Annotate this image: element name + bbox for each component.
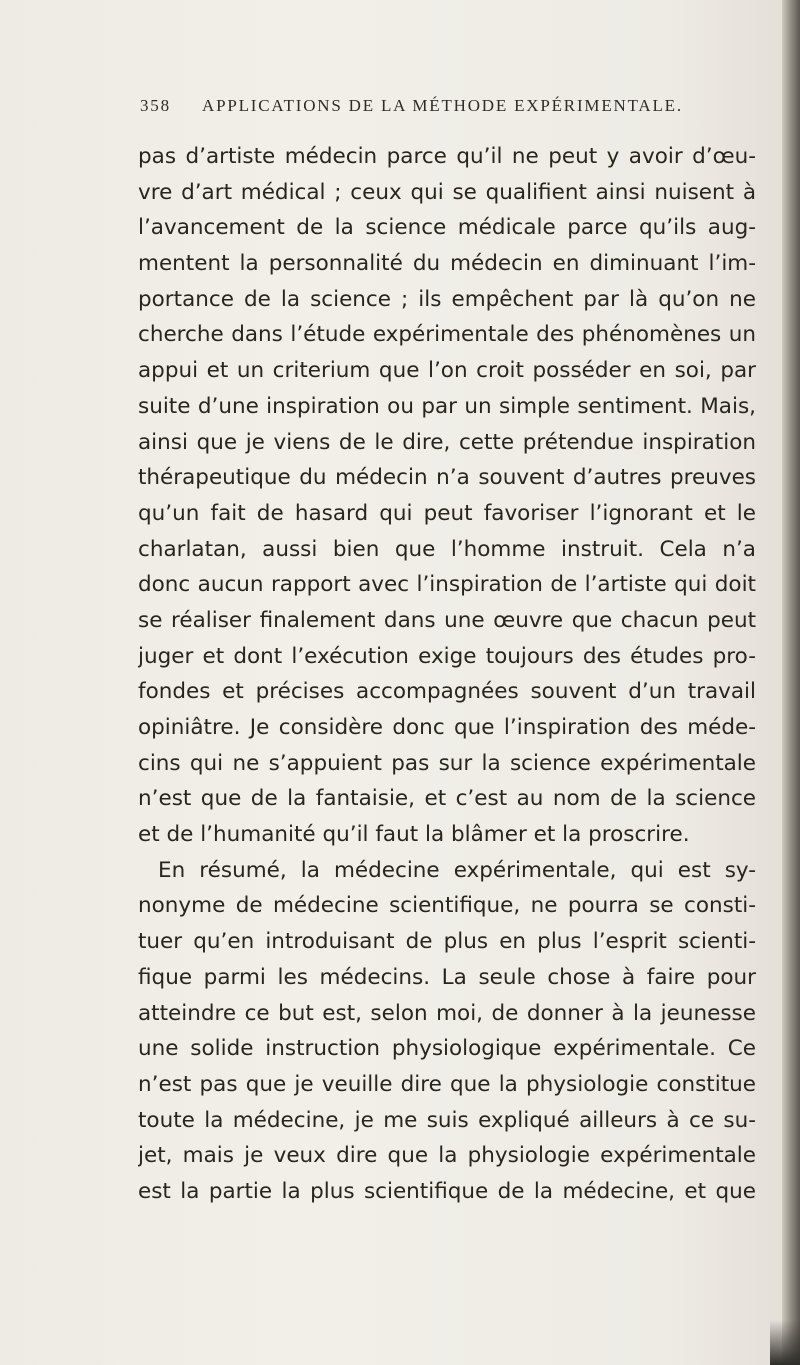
paragraph-start-line: En résumé, la médecine expérimentale, qui est sy- [158, 857, 756, 883]
text-line: donc aucun rapport avec l’inspiration de l’artiste qui doit [138, 572, 756, 598]
text-line: est la partie la plus scientifique de la médecine, et que [138, 1178, 756, 1204]
page-number: 358 [140, 96, 171, 115]
text-line: fondes et précises accompagnées souvent d’un travail [138, 679, 756, 705]
text-line: opiniâtre. Je considère donc que l’inspiration des méde- [138, 715, 756, 740]
paragraph-end-line: et de l’humanité qu’il faut la blâmer et la proscrire. [138, 822, 690, 848]
text-line: jet, mais je veux dire que la physiologie expérimentale [138, 1143, 756, 1169]
text-line: n’est pas que je veuille dire que la physiologie constitue [138, 1071, 756, 1097]
text-line: juger et dont l’exécution exige toujours des études pro- [138, 643, 756, 669]
text-line: n’est que de la fantaisie, et c’est au nom de la science [138, 786, 756, 812]
text-line: mentent la personnalité du médecin en diminuant l’im- [138, 251, 756, 277]
text-line: cins qui ne s’appuient pas sur la science expérimentale [138, 750, 756, 776]
running-title: APPLICATIONS DE LA MÉTHODE EXPÉRIMENTALE. [202, 96, 683, 115]
text-line: ainsi que je viens de le dire, cette prétendue inspiration [138, 429, 756, 455]
text-line: qu’un fait de hasard qui peut favoriser l’ignorant et le [138, 500, 756, 526]
text-line: vre d’art médical ; ceux qui se qualifient ainsi nuisent à [138, 179, 756, 205]
text-line: atteindre ce but est, selon moi, de donner à la jeunesse [138, 1000, 756, 1026]
text-line: une solide instruction physiologique expérimentale. Ce [138, 1036, 756, 1062]
page-edge-shadow [782, 0, 800, 1365]
text-line: toute la médecine, je me suis expliqué ailleurs à ce su- [138, 1107, 756, 1133]
page-edge-corner [770, 1320, 800, 1365]
text-line: l’avancement de la science médicale parce qu’ils aug- [138, 215, 756, 241]
text-line: suite d’une inspiration ou par un simple sentiment. Mais, [138, 393, 756, 419]
text-line: tuer qu’en introduisant de plus en plus l’esprit scienti- [138, 929, 756, 955]
text-line: thérapeutique du médecin n’a souvent d’autres preuves [138, 465, 756, 491]
text-line: charlatan, aussi bien que l’homme instruit. Cela n’a [138, 536, 756, 562]
text-line: nonyme de médecine scientifique, ne pourra se consti- [138, 893, 756, 919]
text-line: portance de la science ; ils empêchent par là qu’on ne [138, 286, 756, 312]
body-text [138, 106, 756, 1210]
text-line: appui et un criterium que l’on croit posséder en soi, par [138, 358, 756, 384]
text-line: pas d’artiste médecin parce qu’il ne peut y avoir d’œu- [138, 144, 756, 169]
text-line: fique parmi les médecins. La seule chose à faire pour [138, 964, 756, 990]
text-line: se réaliser finalement dans une œuvre que chacun peut [138, 607, 756, 633]
text-line: cherche dans l’étude expérimentale des phénomènes un [138, 322, 756, 348]
